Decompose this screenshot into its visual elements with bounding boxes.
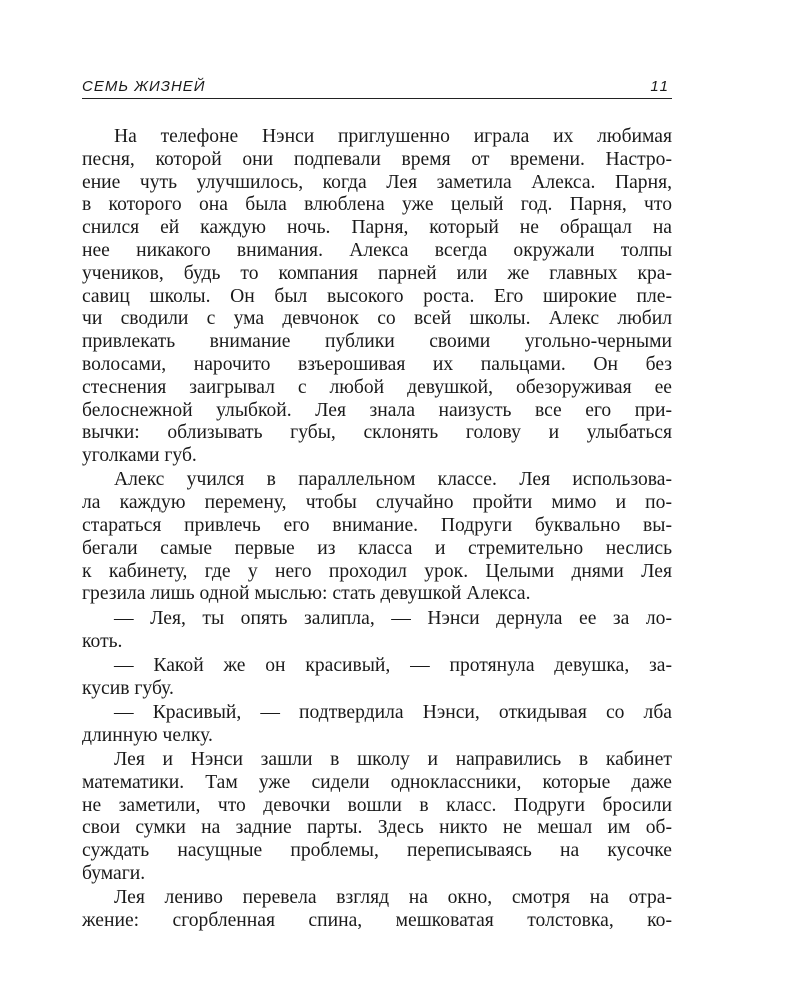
text-line: свои сумки на задние парты. Здесь никто не мешал им об- (82, 817, 672, 839)
text-line: Лея и Нэнси зашли в школу и направились в кабинет (114, 749, 672, 771)
text-line: ение чуть улучшилось, когда Лея заметила Алекса. Парня, (82, 171, 672, 193)
text-line: привлекать внимание публики своими угольно-черными (82, 331, 672, 353)
text-line: бегали самые первые из класса и стремительно неслись (82, 537, 672, 559)
text-line: вычки: облизывать губы, склонять голову и улыбаться (82, 422, 672, 444)
text-line: — Красивый, — подтвердила Нэнси, откидывая со лба (114, 701, 672, 723)
text-line: стеснения заигрывал с любой девушкой, обезоруживая ее (82, 376, 672, 398)
text-line: бумаги. (82, 863, 146, 884)
text-line: жение: сгорбленная спина, мешковатая толстовка, ко- (82, 910, 672, 932)
text-line: в которого она была влюблена уже целый год. Парня, что (82, 194, 672, 216)
text-line: Лея лениво перевела взгляд на окно, смотря на отра- (114, 887, 672, 909)
running-header (82, 76, 672, 99)
text-line: белоснежной улыбкой. Лея знала наизусть все его при- (82, 399, 672, 421)
text-line: Алекс учился в параллельном классе. Лея использова- (114, 469, 672, 491)
text-line: учеников, будь то компания парней или же главных кра- (82, 262, 672, 284)
text-line: На телефоне Нэнси приглушенно играла их любимая (114, 126, 672, 147)
text-line: савиц школы. Он был высокого роста. Его широкие пле- (82, 285, 672, 307)
text-line: к кабинету, где у него проходил урок. Целыми днями Лея (82, 560, 672, 582)
text-line: не заметили, что девочки вошли в класс. Подруги бросили (82, 794, 672, 816)
text-line: кусив губу. (82, 677, 174, 699)
text-line: стараться привлечь его внимание. Подруги буквально вы- (82, 515, 672, 537)
page-number: 11 (650, 78, 670, 95)
text-line: ла каждую перемену, чтобы случайно пройти мимо и по- (82, 492, 672, 514)
book-title: СЕМЬ ЖИЗНЕЙ (82, 78, 206, 95)
text-line: математики. Там уже сидели одноклассники, которые даже (82, 771, 672, 793)
text-line: чи сводили с ума девчонок со всей школы. Алекс любил (82, 308, 672, 330)
text-line: — Какой же он красивый, — протянула девушка, за- (114, 654, 672, 676)
text-line: нее никакого внимания. Алекса всегда окружали толпы (82, 239, 672, 261)
text-line: грезила лишь одной мыслью: стать девушкой Алекса. (82, 583, 531, 605)
text-line: волосами, нарочито взъерошивая их пальцами. Он без (82, 353, 672, 375)
text-line: суждать насущные проблемы, переписываясь на кусочке (82, 840, 672, 862)
text-line: уголками губ. (82, 445, 197, 467)
text-line: коть. (82, 630, 123, 652)
text-line: — Лея, ты опять залипла, — Нэнси дернула ее за ло- (114, 607, 672, 629)
text-line: снился ей каждую ночь. Парня, который не обращал на (82, 217, 672, 239)
text-line: длинную челку. (82, 724, 213, 746)
body-text (82, 126, 672, 933)
text-line: песня, которой они подпевали время от времени. Настро- (82, 148, 672, 170)
